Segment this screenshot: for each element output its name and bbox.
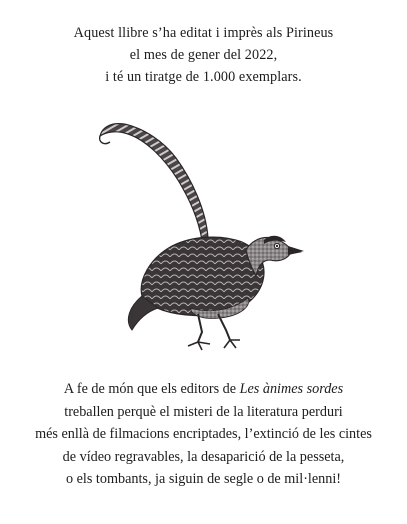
colophon-line: el mes de gener del 2022, [129, 47, 278, 63]
dedication-line: o els tombants, ja siguin de segle o de mil·lenni! [65, 471, 342, 487]
dedication [0, 378, 407, 491]
colophon-line: i té un tiratge de 1.000 exemplars. [105, 69, 302, 85]
dedication-line-start: A fe de món que els editors de [63, 381, 240, 397]
lyrebird-engraving-icon [80, 110, 320, 360]
colophon-line: Aquest llibre s’ha editat i imprès als Pirineus [73, 25, 334, 41]
colophon [0, 22, 407, 88]
dedication-line [0, 378, 407, 401]
dedication-line: de vídeo regravables, la desaparició de la pesseta, [62, 448, 345, 465]
dedication-line: treballen perquè el misteri de la literatura perduri [64, 403, 343, 420]
book-title: Les ànimes sordes [239, 381, 344, 397]
dedication-line: més enllà de filmacions encriptades, l’extinció de les cintes [35, 426, 372, 442]
